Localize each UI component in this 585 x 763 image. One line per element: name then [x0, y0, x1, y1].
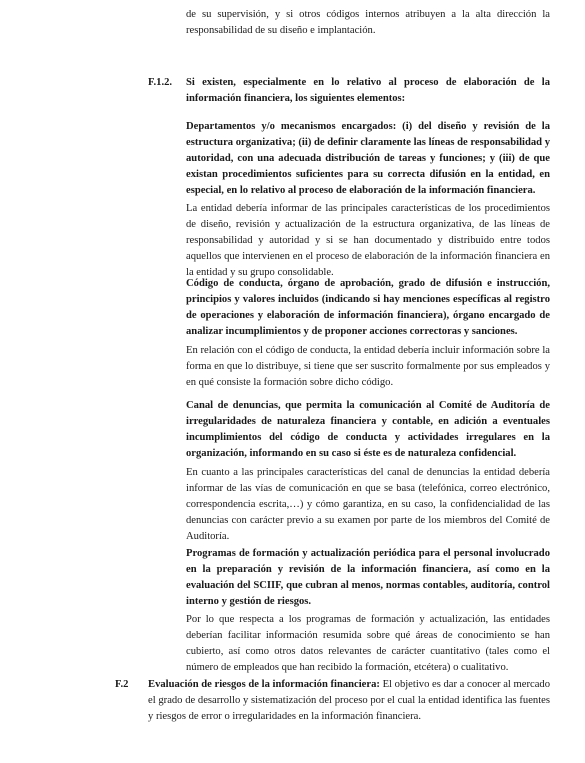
item-body-codigo-conducta: En relación con el código de conducta, la entidad debería incluir información sobre la forma en que lo distribuye, si tiene que ser suscrito formalmente por sus empleados y en qué consiste la formación sobre dicho código. — [186, 345, 550, 388]
item-body-programas-formacion: Por lo que respecta a los programas de formación y actualización, las entidades deberían facilitar información resumida sobre qué áreas de conocimiento se han cubierto, así como otros datos relevantes de carácter cuantitativo (tales como el número de empleados que han recibido la formación, etcétera) o cualitativo. — [186, 614, 550, 673]
section-paragraph-f2 — [148, 677, 550, 725]
section-text-f2: El objetivo es dar a conocer al mercado el grado de desarrollo y sistematización del proceso por el cual la entidad identifica las fuentes y riesgos de error o irregularidades en la información financiera. — [148, 679, 550, 722]
intro-paragraph: de su supervisión, y si otros códigos internos atribuyen a la alta dirección la responsabilidad de su diseño e implantación. — [186, 9, 550, 36]
item-title-codigo-conducta: Código de conducta, órgano de aprobación, grado de difusión e instrucción, principios y valores incluidos (indicando si hay menciones específicas al registro de operaciones y elaboración de información financiera), órgano encargado de analizar incumplimientos y de proponer acciones correctoras y sanciones. — [186, 278, 550, 337]
item-title-canal-denuncias: Canal de denuncias, que permita la comunicación al Comité de Auditoría de irregularidades de naturaleza financiera y contable, en adición a eventuales incumplimientos del código de conducta y actividades irregulares en la organización, informando en su caso si éste es de naturaleza confidencial. — [186, 400, 550, 459]
section-number-f12: F.1.2. — [148, 77, 173, 88]
section-heading-f12: Si existen, especialmente en lo relativo al proceso de elaboración de la información financiera, los siguientes elementos: — [186, 77, 550, 104]
item-body-canal-denuncias: En cuanto a las principales características del canal de denuncias la entidad debería informar de las vías de comunicación en que se basa (telefónica, correo electrónico, correspondencia escrita,…) y cómo garantiza, en su caso, la confidencialidad de las denuncias con carácter previo a su examen por parte de los miembros del Comité de Auditoría. — [186, 467, 550, 542]
section-number-f2: F.2 — [115, 679, 129, 690]
section-heading-f2: Evaluación de riesgos de la información financiera: — [148, 679, 380, 690]
item-title-programas-formacion: Programas de formación y actualización periódica para el personal involucrado en la preparación y revisión de la información financiera, así como en la evaluación del SCIIF, que cubran al menos, normas contables, auditoría, control interno y gestión de riesgos. — [186, 548, 550, 607]
item-body-departamentos: La entidad debería informar de las principales características de los procedimientos de diseño, revisión y actualización de la estructura organizativa, de las líneas de responsabilidad y autoridad y si se han documentado y distribuido entre todos aquellos que intervienen en el proceso de elaboración de la información financiera en la entidad y su grupo consolidable. — [186, 203, 550, 278]
item-title-departamentos: Departamentos y/o mecanismos encargados: (i) del diseño y revisión de la estructura organizativa; (ii) de definir claramente las líneas de responsabilidad y autoridad, con una adecuada distribución de tareas y funciones; y (iii) de que existan procedimientos suficientes para su correcta difusión en la entidad, en especial, en lo relativo al proceso de elaboración de la información financiera. — [186, 121, 550, 196]
